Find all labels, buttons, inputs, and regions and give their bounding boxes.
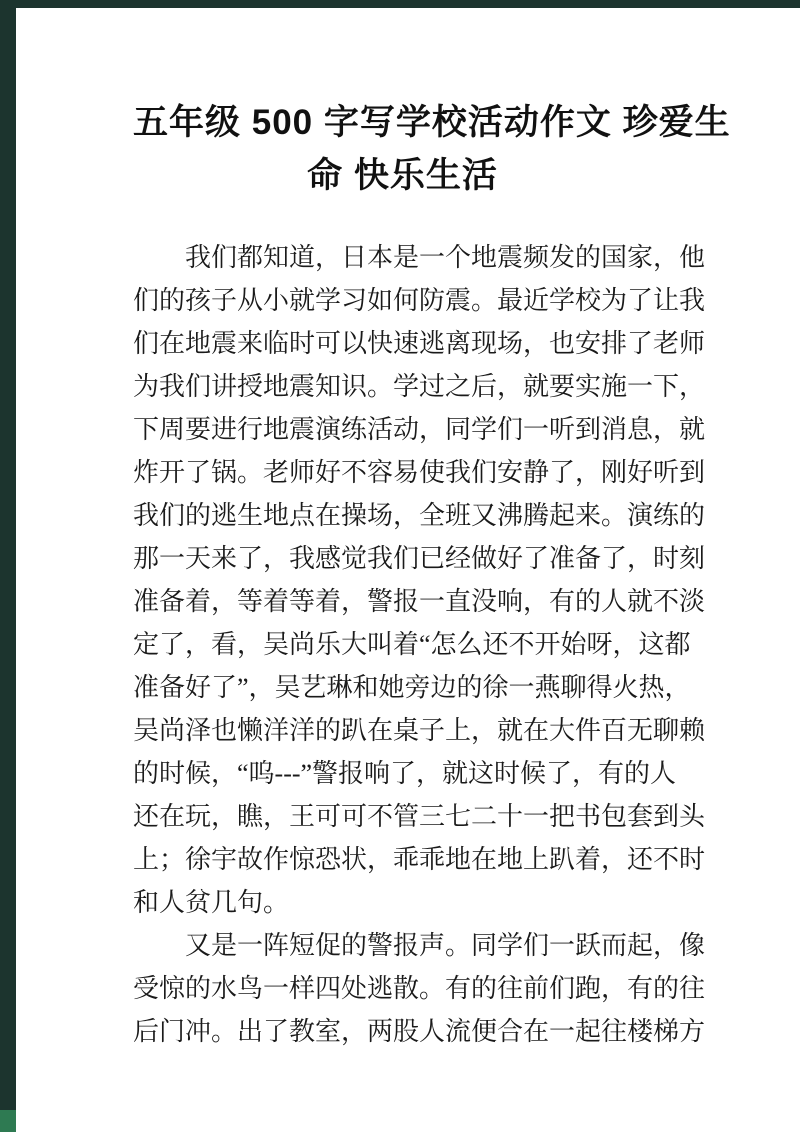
essay-line: 还在玩，瞧，王可可不管三七二十一把书包套到头 [133, 802, 706, 831]
essay-title [133, 96, 731, 202]
essay-body [133, 236, 706, 1053]
essay-line: 后门冲。出了教室，两股人流便合在一起往楼梯方 [133, 1017, 706, 1046]
essay-line: 下周要进行地震演练活动，同学们一听到消息，就 [133, 415, 706, 444]
essay-title-line2: 命 快乐生活 [307, 156, 498, 195]
essay-line: 又是一阵短促的警报声。同学们一跃而起，像 [185, 931, 706, 960]
essay-line: 和人贫几句。 [133, 888, 290, 917]
essay-line: 准备着，等着等着，警报一直没响，有的人就不淡 [133, 587, 706, 616]
essay-line: 们在地震来临时可以快速逃离现场，也安排了老师 [133, 329, 706, 358]
page-border-left [0, 0, 16, 1132]
essay-line: 准备好了”，吴艺琳和她旁边的徐一燕聊得火热， [133, 673, 691, 702]
essay-line: 定了，看，吴尚乐大叫着“怎么还不开始呀，这都 [133, 630, 691, 659]
page-border-corner-accent [0, 1110, 16, 1132]
essay-title-line1: 五年级 500 字写学校活动作文 珍爱生 [133, 103, 731, 142]
page-border-top [0, 0, 800, 8]
essay-line: 们的孩子从小就学习如何防震。最近学校为了让我 [133, 286, 706, 315]
essay-line: 我们都知道，日本是一个地震频发的国家，他 [185, 243, 706, 272]
essay-line: 炸开了锅。老师好不容易使我们安静了，刚好听到 [133, 458, 706, 487]
essay-line: 为我们讲授地震知识。学过之后，就要实施一下， [133, 372, 706, 401]
essay-line: 上；徐宇故作惊恐状，乖乖地在地上趴着，还不时 [133, 845, 706, 874]
essay-line: 受惊的水鸟一样四处逃散。有的往前们跑，有的往 [133, 974, 706, 1003]
essay-line: 那一天来了，我感觉我们已经做好了准备了，时刻 [133, 544, 706, 573]
essay-line: 吴尚泽也懒洋洋的趴在桌子上，就在大件百无聊赖 [133, 716, 706, 745]
essay-line: 我们的逃生地点在操场，全班又沸腾起来。演练的 [133, 501, 706, 530]
essay-line: 的时候，“呜---”警报响了，就这时候了，有的人 [133, 759, 677, 788]
